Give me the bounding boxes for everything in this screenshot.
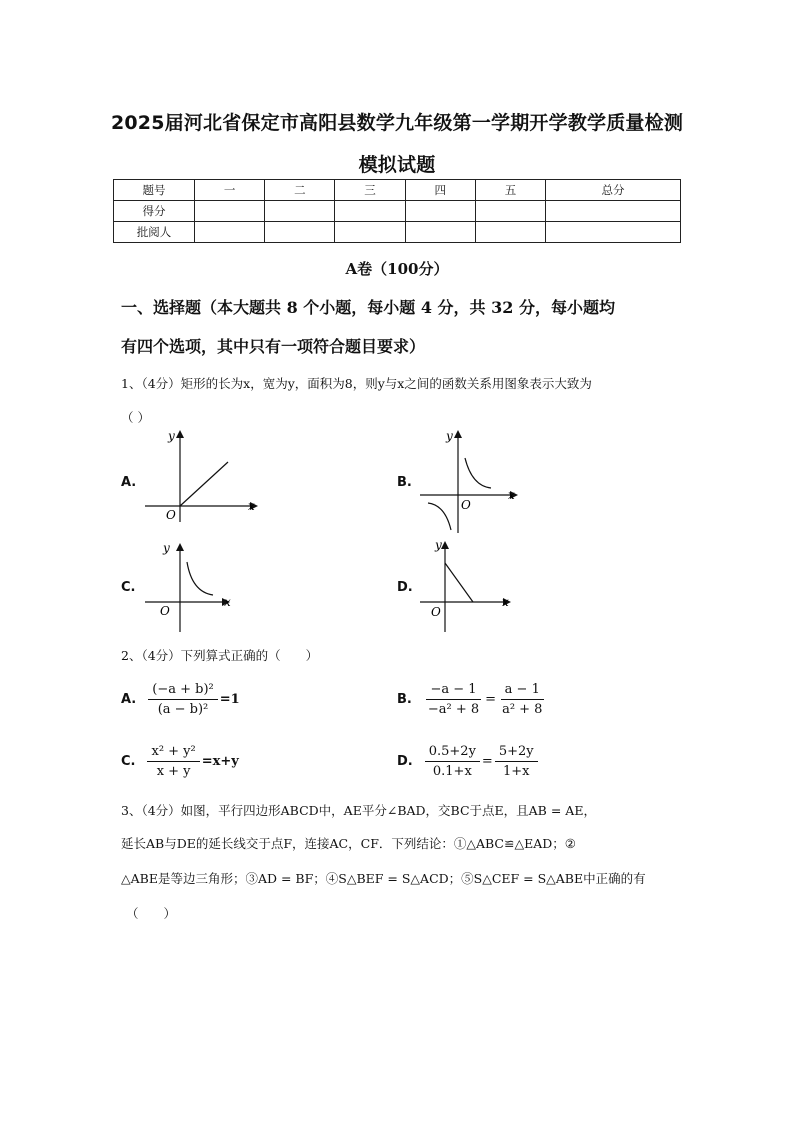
- origin-label: O: [166, 508, 176, 522]
- question-1-text: 1、（4分）矩形的长为x，宽为y，面积为8，则y与x之间的函数关系用图象表示大致为: [121, 376, 592, 391]
- numerator: (−a + b)²: [148, 682, 217, 700]
- x-axis-label: x: [224, 595, 231, 609]
- origin-label: O: [461, 498, 471, 512]
- table-cell[interactable]: [546, 201, 681, 222]
- y-axis-label: y: [435, 538, 442, 552]
- question-3-line2: 延长AB与DE的延长线交于点F，连接AC，CF．下列结论：①△ABC≌△EAD；②: [121, 836, 576, 851]
- table-cell[interactable]: [265, 201, 335, 222]
- numerator: 5+2y: [495, 744, 538, 762]
- table-cell[interactable]: [475, 222, 545, 243]
- numerator: a − 1: [501, 682, 544, 700]
- fraction: [495, 744, 538, 779]
- x-axis-label: x: [508, 488, 515, 502]
- question-3-paren: （ ）: [126, 906, 177, 921]
- y-axis-arrow: [441, 541, 449, 549]
- q2-option-b-label: B.: [397, 692, 412, 707]
- table-row: [114, 180, 681, 201]
- y-axis-label: y: [168, 429, 175, 443]
- function-curve: [445, 563, 473, 602]
- table-header-cell: 二: [265, 180, 335, 201]
- equals-sign: =: [481, 754, 493, 769]
- function-curve: [187, 562, 213, 595]
- function-curve: [180, 462, 228, 506]
- q2-option-d[interactable]: [397, 744, 538, 779]
- denominator: −a² + 8: [427, 702, 480, 717]
- table-header-cell: 题号: [114, 180, 195, 201]
- denominator: 1+x: [502, 764, 530, 779]
- table-row-label: 批阅人: [114, 222, 195, 243]
- question-3-line3: △ABE是等边三角形；③AD = BF；④S△BEF = S△ACD；⑤S△CEF = S△ABE中正确的有: [121, 871, 646, 886]
- function-curve-branch-1: [465, 458, 491, 488]
- denominator: (a − b)²: [157, 702, 209, 717]
- fraction: [425, 744, 480, 779]
- q2-option-a-label: A.: [121, 692, 137, 707]
- rhs: =1: [219, 692, 240, 707]
- score-table: [113, 179, 681, 243]
- q2-option-d-label: D.: [397, 754, 413, 769]
- page-title: 2025届河北省保定市高阳县数学九年级第一学期开学教学质量检测: [110, 112, 684, 134]
- page-subtitle: 模拟试题: [358, 154, 436, 176]
- q1-graph-a: [140, 428, 265, 523]
- table-cell[interactable]: [195, 201, 265, 222]
- part1-title-line2: 有四个选项，其中只有一项符合题目要求）: [121, 337, 426, 356]
- table-header-cell: 一: [195, 180, 265, 201]
- table-header-cell: 总分: [546, 180, 681, 201]
- section-a-heading: A卷（100分）: [345, 260, 449, 278]
- q1-option-b-label[interactable]: B.: [397, 475, 412, 490]
- fraction: [147, 744, 199, 779]
- function-curve-branch-2: [428, 503, 451, 530]
- fraction: [148, 682, 217, 717]
- origin-label: O: [431, 605, 441, 619]
- q2-option-b[interactable]: [397, 682, 546, 717]
- numerator: −a − 1: [426, 682, 480, 700]
- q1-option-c-label[interactable]: C.: [121, 580, 136, 595]
- part1-title-line1: 一、选择题（本大题共 8 个小题，每小题 4 分，共 32 分，每小题均: [121, 298, 615, 317]
- table-cell[interactable]: [335, 201, 405, 222]
- x-axis-label: x: [502, 595, 509, 609]
- table-cell[interactable]: [335, 222, 405, 243]
- y-axis-arrow: [176, 430, 184, 438]
- table-row-label: 得分: [114, 201, 195, 222]
- numerator: x² + y²: [147, 744, 199, 762]
- table-cell[interactable]: [546, 222, 681, 243]
- table-cell[interactable]: [195, 222, 265, 243]
- q1-graph-d: [415, 535, 520, 633]
- table-row: [114, 222, 681, 243]
- fraction: [424, 682, 483, 717]
- table-cell[interactable]: [475, 201, 545, 222]
- table-cell[interactable]: [265, 222, 335, 243]
- table-header-cell: 四: [405, 180, 475, 201]
- table-row: [114, 201, 681, 222]
- y-axis-label: y: [163, 541, 170, 555]
- denominator: 0.1+x: [432, 764, 472, 779]
- numerator: 0.5+2y: [425, 744, 480, 762]
- q1-option-a-label[interactable]: A.: [121, 475, 137, 490]
- origin-label: O: [160, 604, 170, 618]
- y-axis-arrow: [176, 543, 184, 551]
- q2-option-c-label: C.: [121, 754, 136, 769]
- y-axis-arrow: [454, 430, 462, 438]
- q2-option-a[interactable]: [121, 682, 240, 717]
- rhs: =x+y: [201, 754, 239, 769]
- table-cell[interactable]: [405, 201, 475, 222]
- equals-sign: =: [485, 692, 497, 707]
- table-header-cell: 五: [475, 180, 545, 201]
- question-3-line1: 3、（4分）如图，平行四边形ABCD中，AE平分∠BAD，交BC于点E，且AB = AE，: [121, 803, 596, 818]
- question-2-text: 2、（4分）下列算式正确的（ ）: [121, 648, 319, 663]
- denominator: a² + 8: [502, 702, 543, 717]
- y-axis-label: y: [446, 429, 453, 443]
- table-cell[interactable]: [405, 222, 475, 243]
- q1-option-d-label[interactable]: D.: [397, 580, 413, 595]
- x-axis-label: x: [248, 499, 255, 513]
- question-1-paren: （ ）: [121, 410, 150, 425]
- q1-graph-b: [415, 428, 525, 536]
- table-header-cell: 三: [335, 180, 405, 201]
- q1-graph-c: [140, 537, 240, 634]
- q2-option-c[interactable]: [121, 744, 239, 779]
- denominator: x + y: [156, 764, 191, 779]
- fraction: [498, 682, 546, 717]
